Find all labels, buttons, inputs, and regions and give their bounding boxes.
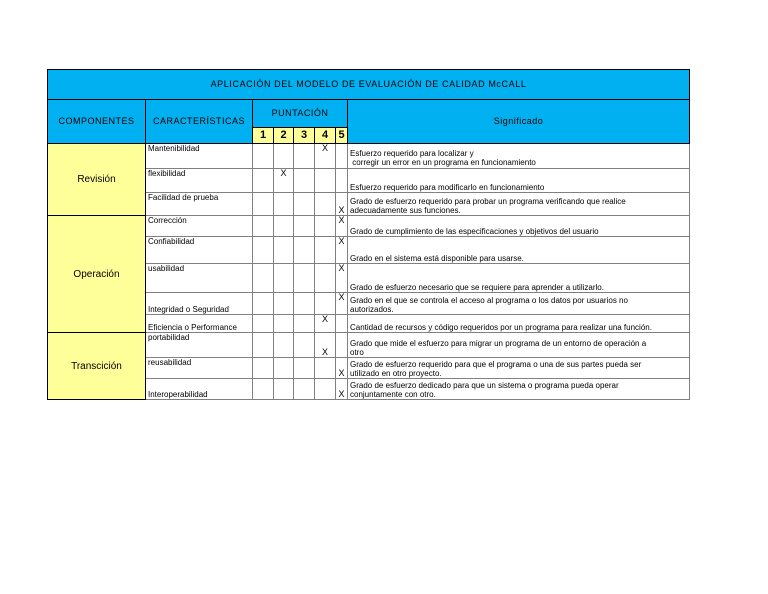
header-caracteristicas: CARACTERÍSTICAS	[146, 100, 253, 144]
score-mark: X	[336, 379, 348, 400]
component-revision: Revisión	[48, 144, 146, 216]
score-mark: X	[274, 169, 294, 193]
meaning-cell: Esfuerzo requerido para modificarlo en funcionamiento	[348, 169, 690, 193]
mccall-evaluation-table	[47, 69, 690, 400]
score-mark: X	[315, 144, 336, 169]
meaning-cell: Grado que mide el esfuerzo para migrar un programa de un entorno de operación a otro	[348, 333, 690, 358]
characteristic-cell: Facilidad de prueba	[146, 193, 253, 216]
score-header-3: 3	[294, 128, 315, 144]
score-mark: X	[336, 237, 348, 264]
characteristic-cell: Confiabilidad	[146, 237, 253, 264]
component-transcicion: Transcición	[48, 333, 146, 400]
characteristic-cell: Integridad o Seguridad	[146, 293, 253, 315]
characteristic-cell: Interoperabilidad	[146, 379, 253, 400]
characteristic-cell: portabilidad	[146, 333, 253, 358]
score-mark: X	[315, 333, 336, 358]
score-mark: X	[336, 358, 348, 379]
header-significado: Significado	[348, 100, 690, 144]
table-row	[48, 144, 690, 169]
meaning-cell: Grado de esfuerzo dedicado para que un sistema o programa pueda operar conjuntamente con otro.	[348, 379, 690, 400]
characteristic-cell: Corrección	[146, 216, 253, 237]
characteristic-cell: usabilidad	[146, 264, 253, 293]
score-mark: X	[336, 216, 348, 237]
meaning-cell: Grado de esfuerzo requerido para que el programa o una de sus partes pueda ser utilizado en otro proyecto.	[348, 358, 690, 379]
meaning-cell: Grado de esfuerzo necesario que se requiere para aprender a utilizarlo.	[348, 264, 690, 293]
score-mark: X	[336, 293, 348, 315]
score-mark: X	[315, 315, 336, 333]
score-header-2: 2	[274, 128, 294, 144]
meaning-cell: Grado en el que se controla el acceso al programa o los datos por usuarios no autorizados.	[348, 293, 690, 315]
characteristic-cell: flexibilidad	[146, 169, 253, 193]
score-header-4: 4	[315, 128, 336, 144]
meaning-cell: Grado de cumplimiento de las especificaciones y objetivos del usuario	[348, 216, 690, 237]
table-title: APLICACIÓN DEL MODELO DE EVALUACIÓN DE CALIDAD McCALL	[48, 70, 690, 100]
meaning-cell: Esfuerzo requerido para localizar y corregir un error en un programa en funcionamiento	[348, 144, 690, 169]
meaning-cell: Grado de esfuerzo requerido para probar un programa verificando que realice adecuadamente sus funciones.	[348, 193, 690, 216]
characteristic-cell: Mantenibilidad	[146, 144, 253, 169]
score-mark: X	[336, 264, 348, 293]
header-puntacion: PUNTACIÓN	[253, 100, 348, 128]
meaning-cell: Grado en el sistema está disponible para usarse.	[348, 237, 690, 264]
table-row	[48, 216, 690, 237]
header-componentes: COMPONENTES	[48, 100, 146, 144]
score-mark: X	[336, 193, 348, 216]
characteristic-cell: Eficiencia o Performance	[146, 315, 253, 333]
score-header-5: 5	[336, 128, 348, 144]
characteristic-cell: reusabilidad	[146, 358, 253, 379]
meaning-cell: Cantidad de recursos y código requeridos por un programa para realizar una función.	[348, 315, 690, 333]
table-row	[48, 333, 690, 358]
component-operacion: Operación	[48, 216, 146, 333]
score-header-1: 1	[253, 128, 274, 144]
